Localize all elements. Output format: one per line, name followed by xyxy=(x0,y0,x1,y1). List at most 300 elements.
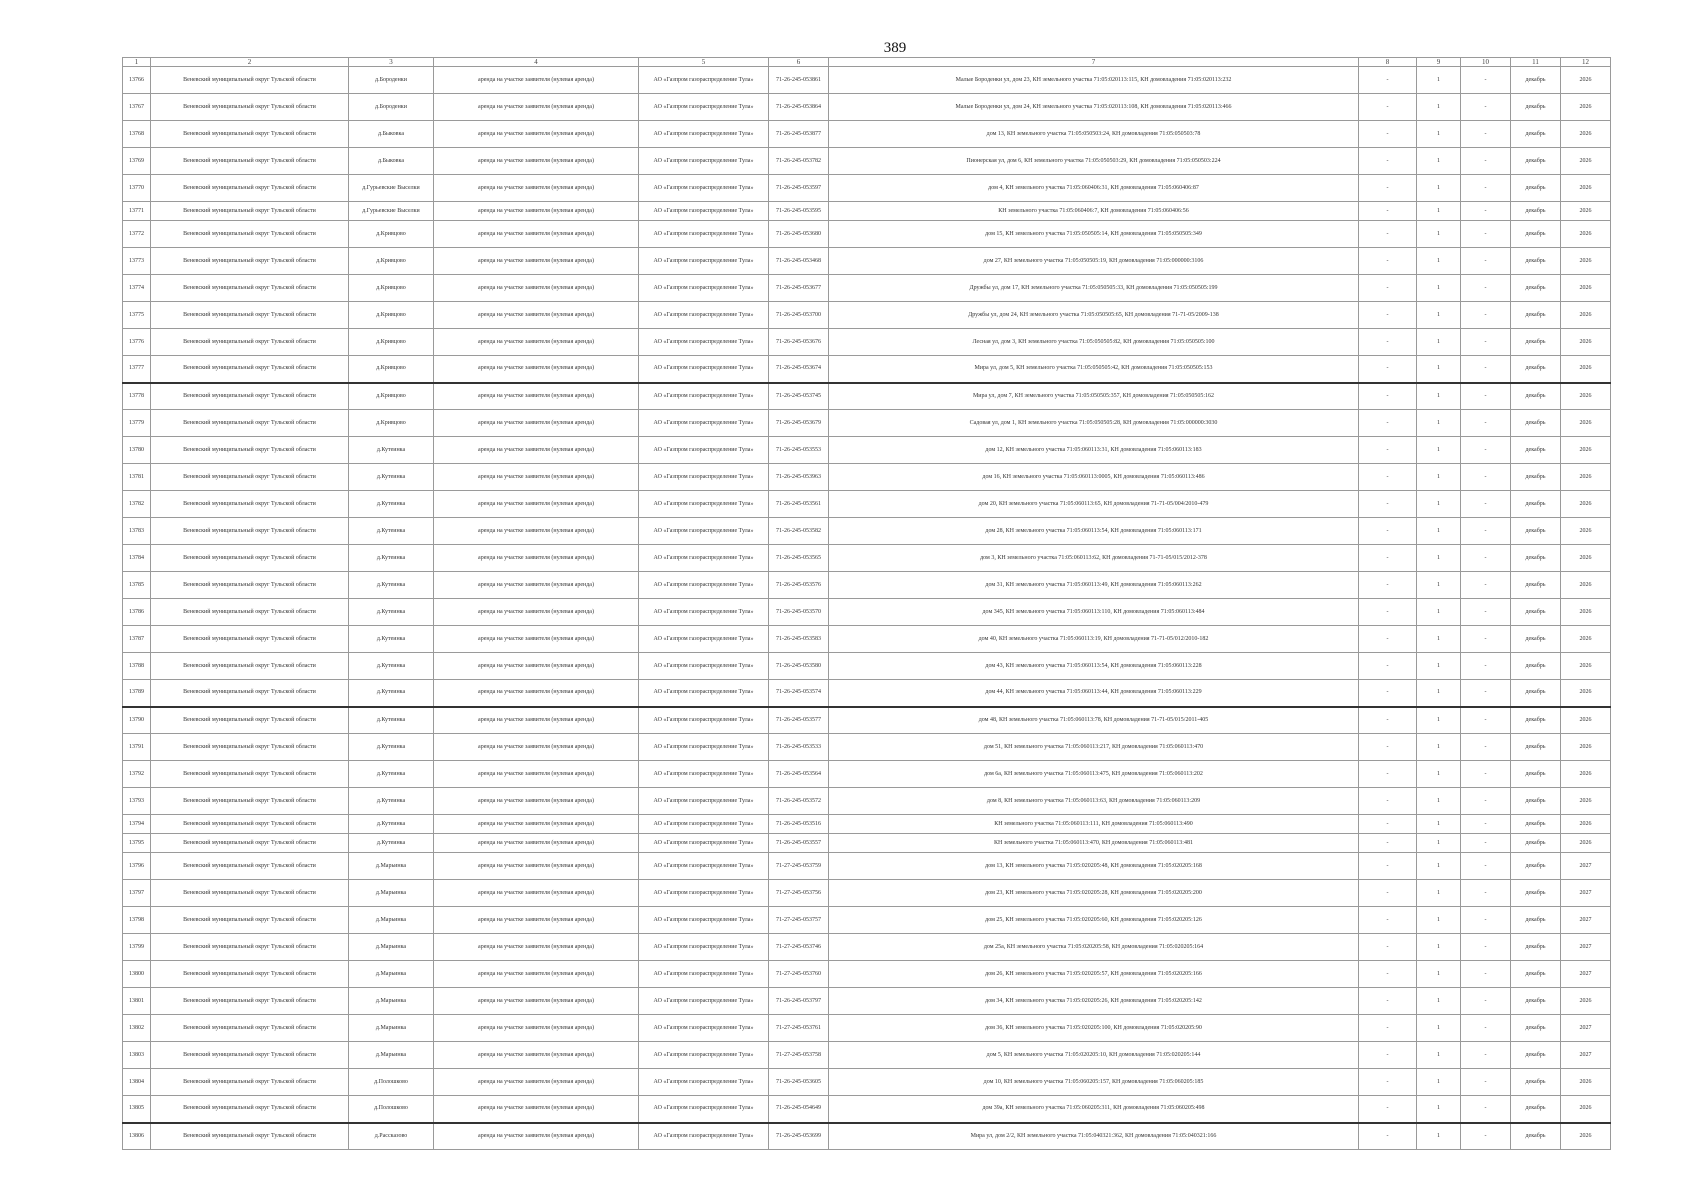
address-cell: дом 20, КН земельного участка 71:05:060113:65, КН домовладения 71-71-05/004/2010-479 xyxy=(829,491,1359,518)
object-code-cell: 71-26-245-053597 xyxy=(769,175,829,202)
table-row xyxy=(123,788,1611,815)
table-row xyxy=(123,275,1611,302)
district-cell: Веневский муниципальный округ Тульской области xyxy=(151,221,349,248)
month-cell: декабрь xyxy=(1511,491,1561,518)
column-10-cell: - xyxy=(1461,518,1511,545)
month-cell: декабрь xyxy=(1511,707,1561,734)
locality-cell: д.Кривцово xyxy=(349,410,434,437)
quantity-cell: 1 xyxy=(1417,834,1461,853)
row-number-cell: 13773 xyxy=(123,248,151,275)
row-number-cell: 13771 xyxy=(123,202,151,221)
month-cell: декабрь xyxy=(1511,383,1561,410)
works-type-cell: аренда на участке заявителя (нулевая аренда) xyxy=(434,934,639,961)
column-8-cell: - xyxy=(1359,1042,1417,1069)
table-row xyxy=(123,934,1611,961)
organization-cell: АО «Газпром газораспределение Тула» xyxy=(639,545,769,572)
table-row xyxy=(123,626,1611,653)
row-number-cell: 13797 xyxy=(123,880,151,907)
year-cell: 2026 xyxy=(1561,680,1611,707)
district-cell: Веневский муниципальный округ Тульской области xyxy=(151,1123,349,1150)
row-number-cell: 13796 xyxy=(123,853,151,880)
organization-cell: АО «Газпром газораспределение Тула» xyxy=(639,988,769,1015)
quantity-cell: 1 xyxy=(1417,248,1461,275)
table-row xyxy=(123,491,1611,518)
address-cell: КН земельного участка 71:05:060113:470, КН домовладения 71:05:060113:481 xyxy=(829,834,1359,853)
address-cell: Дружбы ул, дом 24, КН земельного участка 71:05:050505:65, КН домовладения 71-71-05/2009-138 xyxy=(829,302,1359,329)
works-type-cell: аренда на участке заявителя (нулевая аренда) xyxy=(434,148,639,175)
quantity-cell: 1 xyxy=(1417,961,1461,988)
row-number-cell: 13789 xyxy=(123,680,151,707)
district-cell: Веневский муниципальный округ Тульской области xyxy=(151,94,349,121)
month-cell: декабрь xyxy=(1511,121,1561,148)
table-row xyxy=(123,175,1611,202)
column-10-cell: - xyxy=(1461,329,1511,356)
locality-cell: д.Кутеинка xyxy=(349,707,434,734)
month-cell: декабрь xyxy=(1511,815,1561,834)
quantity-cell: 1 xyxy=(1417,734,1461,761)
year-cell: 2026 xyxy=(1561,599,1611,626)
table-row xyxy=(123,356,1611,383)
locality-cell: д.Кривцово xyxy=(349,248,434,275)
district-cell: Веневский муниципальный округ Тульской области xyxy=(151,815,349,834)
column-10-cell: - xyxy=(1461,545,1511,572)
object-code-cell: 71-26-245-053516 xyxy=(769,815,829,834)
table-row xyxy=(123,383,1611,410)
row-number-cell: 13768 xyxy=(123,121,151,148)
locality-cell: д.Кривцово xyxy=(349,302,434,329)
row-number-cell: 13783 xyxy=(123,518,151,545)
year-cell: 2026 xyxy=(1561,707,1611,734)
organization-cell: АО «Газпром газораспределение Тула» xyxy=(639,248,769,275)
district-cell: Веневский муниципальный округ Тульской области xyxy=(151,545,349,572)
column-10-cell: - xyxy=(1461,907,1511,934)
locality-cell: д.Бороденки xyxy=(349,94,434,121)
quantity-cell: 1 xyxy=(1417,491,1461,518)
address-cell: дом 345, КН земельного участка 71:05:060113:110, КН домовладения 71:05:060113:484 xyxy=(829,599,1359,626)
object-code-cell: 71-27-245-053757 xyxy=(769,907,829,934)
quantity-cell: 1 xyxy=(1417,1069,1461,1096)
locality-cell: д.Быковка xyxy=(349,121,434,148)
organization-cell: АО «Газпром газораспределение Тула» xyxy=(639,302,769,329)
works-type-cell: аренда на участке заявителя (нулевая аренда) xyxy=(434,248,639,275)
year-cell: 2026 xyxy=(1561,545,1611,572)
object-code-cell: 71-26-245-053564 xyxy=(769,761,829,788)
address-cell: дом 36, КН земельного участка 71:05:020205:100, КН домовладения 71:05:020205:90 xyxy=(829,1015,1359,1042)
column-8-cell: - xyxy=(1359,121,1417,148)
year-cell: 2027 xyxy=(1561,907,1611,934)
year-cell: 2026 xyxy=(1561,148,1611,175)
quantity-cell: 1 xyxy=(1417,934,1461,961)
works-type-cell: аренда на участке заявителя (нулевая аренда) xyxy=(434,907,639,934)
column-10-cell: - xyxy=(1461,356,1511,383)
locality-cell: д.Кутеинка xyxy=(349,545,434,572)
column-8-cell: - xyxy=(1359,1123,1417,1150)
quantity-cell: 1 xyxy=(1417,1015,1461,1042)
district-cell: Веневский муниципальный округ Тульской области xyxy=(151,175,349,202)
row-number-cell: 13770 xyxy=(123,175,151,202)
works-type-cell: аренда на участке заявителя (нулевая аренда) xyxy=(434,356,639,383)
works-type-cell: аренда на участке заявителя (нулевая аренда) xyxy=(434,202,639,221)
table-row xyxy=(123,148,1611,175)
month-cell: декабрь xyxy=(1511,175,1561,202)
quantity-cell: 1 xyxy=(1417,988,1461,1015)
works-type-cell: аренда на участке заявителя (нулевая аренда) xyxy=(434,302,639,329)
row-number-cell: 13779 xyxy=(123,410,151,437)
row-number-cell: 13782 xyxy=(123,491,151,518)
organization-cell: АО «Газпром газораспределение Тула» xyxy=(639,464,769,491)
works-type-cell: аренда на участке заявителя (нулевая аренда) xyxy=(434,437,639,464)
table-row xyxy=(123,518,1611,545)
organization-cell: АО «Газпром газораспределение Тула» xyxy=(639,680,769,707)
column-8-cell: - xyxy=(1359,383,1417,410)
column-10-cell: - xyxy=(1461,988,1511,1015)
object-code-cell: 71-26-245-054649 xyxy=(769,1096,829,1123)
table-row xyxy=(123,545,1611,572)
locality-cell: д.Марьинка xyxy=(349,880,434,907)
quantity-cell: 1 xyxy=(1417,653,1461,680)
row-number-cell: 13767 xyxy=(123,94,151,121)
address-cell: дом 34, КН земельного участка 71:05:020205:26, КН домовладения 71:05:020205:142 xyxy=(829,988,1359,1015)
object-code-cell: 71-26-245-053582 xyxy=(769,518,829,545)
locality-cell: д.Кутеинка xyxy=(349,734,434,761)
row-number-cell: 13795 xyxy=(123,834,151,853)
object-code-cell: 71-26-245-053605 xyxy=(769,1069,829,1096)
address-cell: дом 8, КН земельного участка 71:05:060113:63, КН домовладения 71:05:060113:209 xyxy=(829,788,1359,815)
organization-cell: АО «Газпром газораспределение Тула» xyxy=(639,329,769,356)
row-number-cell: 13800 xyxy=(123,961,151,988)
column-10-cell: - xyxy=(1461,1042,1511,1069)
quantity-cell: 1 xyxy=(1417,545,1461,572)
column-10-cell: - xyxy=(1461,853,1511,880)
locality-cell: д.Марьинка xyxy=(349,961,434,988)
works-type-cell: аренда на участке заявителя (нулевая аренда) xyxy=(434,94,639,121)
row-number-cell: 13793 xyxy=(123,788,151,815)
organization-cell: АО «Газпром газораспределение Тула» xyxy=(639,175,769,202)
organization-cell: АО «Газпром газораспределение Тула» xyxy=(639,853,769,880)
quantity-cell: 1 xyxy=(1417,626,1461,653)
works-type-cell: аренда на участке заявителя (нулевая аренда) xyxy=(434,834,639,853)
object-code-cell: 71-26-245-053782 xyxy=(769,148,829,175)
column-10-cell: - xyxy=(1461,302,1511,329)
works-type-cell: аренда на участке заявителя (нулевая аренда) xyxy=(434,1123,639,1150)
column-10-cell: - xyxy=(1461,834,1511,853)
table-body xyxy=(123,67,1611,1150)
locality-cell: д.Кутеинка xyxy=(349,653,434,680)
organization-cell: АО «Газпром газораспределение Тула» xyxy=(639,653,769,680)
column-8-cell: - xyxy=(1359,148,1417,175)
works-type-cell: аренда на участке заявителя (нулевая аренда) xyxy=(434,680,639,707)
column-8-cell: - xyxy=(1359,248,1417,275)
organization-cell: АО «Газпром газораспределение Тула» xyxy=(639,734,769,761)
organization-cell: АО «Газпром газораспределение Тула» xyxy=(639,491,769,518)
works-type-cell: аренда на участке заявителя (нулевая аренда) xyxy=(434,988,639,1015)
row-number-cell: 13780 xyxy=(123,437,151,464)
column-8-cell: - xyxy=(1359,464,1417,491)
address-cell: Садовая ул, дом 1, КН земельного участка 71:05:050505:28, КН домовладения 71:05:000000:3030 xyxy=(829,410,1359,437)
address-cell: КН земельного участка 71:05:060113:111, КН домовладения 71:05:060113:490 xyxy=(829,815,1359,834)
organization-cell: АО «Газпром газораспределение Тула» xyxy=(639,961,769,988)
works-type-cell: аренда на участке заявителя (нулевая аренда) xyxy=(434,275,639,302)
year-cell: 2026 xyxy=(1561,1069,1611,1096)
column-8-cell: - xyxy=(1359,626,1417,653)
object-code-cell: 71-26-245-053557 xyxy=(769,834,829,853)
address-cell: Лесная ул, дом 3, КН земельного участка 71:05:050505:82, КН домовладения 71:05:050505:100 xyxy=(829,329,1359,356)
object-code-cell: 71-27-245-053746 xyxy=(769,934,829,961)
row-number-cell: 13806 xyxy=(123,1123,151,1150)
year-cell: 2026 xyxy=(1561,464,1611,491)
organization-cell: АО «Газпром газораспределение Тула» xyxy=(639,1096,769,1123)
object-code-cell: 71-26-245-053679 xyxy=(769,410,829,437)
column-header: 9 xyxy=(1417,58,1461,67)
column-header: 12 xyxy=(1561,58,1611,67)
district-cell: Веневский муниципальный округ Тульской области xyxy=(151,853,349,880)
column-10-cell: - xyxy=(1461,148,1511,175)
address-cell: дом 13, КН земельного участка 71:05:050503:24, КН домовладения 71:05:050503:78 xyxy=(829,121,1359,148)
month-cell: декабрь xyxy=(1511,988,1561,1015)
year-cell: 2026 xyxy=(1561,572,1611,599)
year-cell: 2026 xyxy=(1561,653,1611,680)
quantity-cell: 1 xyxy=(1417,853,1461,880)
month-cell: декабрь xyxy=(1511,148,1561,175)
table-row xyxy=(123,680,1611,707)
address-cell: КН земельного участка 71:05:060406:7, КН домовладения 71:05:060406:56 xyxy=(829,202,1359,221)
month-cell: декабрь xyxy=(1511,221,1561,248)
works-type-cell: аренда на участке заявителя (нулевая аренда) xyxy=(434,121,639,148)
district-cell: Веневский муниципальный округ Тульской области xyxy=(151,121,349,148)
column-8-cell: - xyxy=(1359,707,1417,734)
column-10-cell: - xyxy=(1461,815,1511,834)
address-cell: дом 25а, КН земельного участка 71:05:020205:58, КН домовладения 71:05:020205:164 xyxy=(829,934,1359,961)
address-cell: дом 44, КН земельного участка 71:05:060113:44, КН домовладения 71:05:060113:229 xyxy=(829,680,1359,707)
works-type-cell: аренда на участке заявителя (нулевая аренда) xyxy=(434,653,639,680)
column-8-cell: - xyxy=(1359,302,1417,329)
locality-cell: д.Марьинка xyxy=(349,907,434,934)
object-code-cell: 71-26-245-053963 xyxy=(769,464,829,491)
column-8-cell: - xyxy=(1359,67,1417,94)
district-cell: Веневский муниципальный округ Тульской области xyxy=(151,934,349,961)
year-cell: 2027 xyxy=(1561,880,1611,907)
year-cell: 2026 xyxy=(1561,248,1611,275)
column-8-cell: - xyxy=(1359,518,1417,545)
address-cell: дом 27, КН земельного участка 71:05:050505:19, КН домовладения 71:05:000000:3106 xyxy=(829,248,1359,275)
row-number-cell: 13785 xyxy=(123,572,151,599)
month-cell: декабрь xyxy=(1511,934,1561,961)
address-cell: дом 25, КН земельного участка 71:05:020205:60, КН домовладения 71:05:020205:126 xyxy=(829,907,1359,934)
row-number-cell: 13805 xyxy=(123,1096,151,1123)
month-cell: декабрь xyxy=(1511,853,1561,880)
locality-cell: д.Кутеинка xyxy=(349,761,434,788)
organization-cell: АО «Газпром газораспределение Тула» xyxy=(639,148,769,175)
works-type-cell: аренда на участке заявителя (нулевая аренда) xyxy=(434,67,639,94)
object-code-cell: 71-26-245-053676 xyxy=(769,329,829,356)
locality-cell: д.Полошково xyxy=(349,1069,434,1096)
column-8-cell: - xyxy=(1359,94,1417,121)
row-number-cell: 13774 xyxy=(123,275,151,302)
month-cell: декабрь xyxy=(1511,788,1561,815)
locality-cell: д.Кутеинка xyxy=(349,626,434,653)
column-10-cell: - xyxy=(1461,1069,1511,1096)
locality-cell: д.Кривцово xyxy=(349,221,434,248)
column-8-cell: - xyxy=(1359,329,1417,356)
district-cell: Веневский муниципальный округ Тульской области xyxy=(151,680,349,707)
column-header: 3 xyxy=(349,58,434,67)
month-cell: декабрь xyxy=(1511,437,1561,464)
district-cell: Веневский муниципальный округ Тульской области xyxy=(151,329,349,356)
column-10-cell: - xyxy=(1461,437,1511,464)
address-cell: дом 10, КН земельного участка 71:05:060205:157, КН домовладения 71:05:060205:185 xyxy=(829,1069,1359,1096)
quantity-cell: 1 xyxy=(1417,572,1461,599)
object-code-cell: 71-26-245-053561 xyxy=(769,491,829,518)
year-cell: 2026 xyxy=(1561,202,1611,221)
column-8-cell: - xyxy=(1359,907,1417,934)
column-8-cell: - xyxy=(1359,437,1417,464)
table-row xyxy=(123,572,1611,599)
column-8-cell: - xyxy=(1359,734,1417,761)
district-cell: Веневский муниципальный округ Тульской области xyxy=(151,1096,349,1123)
month-cell: декабрь xyxy=(1511,653,1561,680)
year-cell: 2027 xyxy=(1561,853,1611,880)
row-number-cell: 13772 xyxy=(123,221,151,248)
column-10-cell: - xyxy=(1461,491,1511,518)
district-cell: Веневский муниципальный округ Тульской области xyxy=(151,907,349,934)
month-cell: декабрь xyxy=(1511,761,1561,788)
table-row xyxy=(123,1015,1611,1042)
district-cell: Веневский муниципальный округ Тульской области xyxy=(151,788,349,815)
quantity-cell: 1 xyxy=(1417,680,1461,707)
quantity-cell: 1 xyxy=(1417,121,1461,148)
organization-cell: АО «Газпром газораспределение Тула» xyxy=(639,880,769,907)
column-8-cell: - xyxy=(1359,853,1417,880)
row-number-cell: 13790 xyxy=(123,707,151,734)
column-10-cell: - xyxy=(1461,707,1511,734)
object-code-cell: 71-26-245-053576 xyxy=(769,572,829,599)
table-row xyxy=(123,67,1611,94)
district-cell: Веневский муниципальный округ Тульской области xyxy=(151,653,349,680)
table-row xyxy=(123,121,1611,148)
address-cell: дом 12, КН земельного участка 71:05:060113:31, КН домовладения 71:05:060113:183 xyxy=(829,437,1359,464)
locality-cell: д.Кутеинка xyxy=(349,464,434,491)
object-code-cell: 71-26-245-053864 xyxy=(769,94,829,121)
month-cell: декабрь xyxy=(1511,464,1561,491)
district-cell: Веневский муниципальный округ Тульской области xyxy=(151,988,349,1015)
table-row xyxy=(123,221,1611,248)
organization-cell: АО «Газпром газораспределение Тула» xyxy=(639,1123,769,1150)
month-cell: декабрь xyxy=(1511,734,1561,761)
organization-cell: АО «Газпром газораспределение Тула» xyxy=(639,1015,769,1042)
locality-cell: д.Марьинка xyxy=(349,1042,434,1069)
address-cell: дом 48, КН земельного участка 71:05:060113:78, КН домовладения 71-71-05/015/2011-405 xyxy=(829,707,1359,734)
address-cell: дом 40, КН земельного участка 71:05:060113:19, КН домовладения 71-71-05/012/2010-182 xyxy=(829,626,1359,653)
address-cell: дом 43, КН земельного участка 71:05:060113:54, КН домовладения 71:05:060113:228 xyxy=(829,653,1359,680)
object-code-cell: 71-27-245-053759 xyxy=(769,853,829,880)
works-type-cell: аренда на участке заявителя (нулевая аренда) xyxy=(434,853,639,880)
table-row xyxy=(123,302,1611,329)
quantity-cell: 1 xyxy=(1417,356,1461,383)
column-10-cell: - xyxy=(1461,202,1511,221)
address-cell: Мира ул, дом 2/2, КН земельного участка 71:05:040321:362, КН домовладения 71:05:040321:166 xyxy=(829,1123,1359,1150)
column-header: 1 xyxy=(123,58,151,67)
year-cell: 2026 xyxy=(1561,1123,1611,1150)
month-cell: декабрь xyxy=(1511,961,1561,988)
works-type-cell: аренда на участке заявителя (нулевая аренда) xyxy=(434,410,639,437)
object-code-cell: 71-26-245-053533 xyxy=(769,734,829,761)
district-cell: Веневский муниципальный округ Тульской области xyxy=(151,491,349,518)
quantity-cell: 1 xyxy=(1417,437,1461,464)
address-cell: Малые Бороденки ул, дом 24, КН земельного участка 71:05:020113:108, КН домовладения 71:05:020113:466 xyxy=(829,94,1359,121)
locality-cell: д.Кутеинка xyxy=(349,599,434,626)
year-cell: 2026 xyxy=(1561,518,1611,545)
column-8-cell: - xyxy=(1359,175,1417,202)
year-cell: 2026 xyxy=(1561,275,1611,302)
district-cell: Веневский муниципальный округ Тульской области xyxy=(151,761,349,788)
quantity-cell: 1 xyxy=(1417,175,1461,202)
column-8-cell: - xyxy=(1359,572,1417,599)
address-cell: дом 16, КН земельного участка 71:05:060113:0005, КН домовладения 71:05:060113:486 xyxy=(829,464,1359,491)
object-code-cell: 71-27-245-053756 xyxy=(769,880,829,907)
row-number-cell: 13776 xyxy=(123,329,151,356)
year-cell: 2026 xyxy=(1561,94,1611,121)
row-number-cell: 13801 xyxy=(123,988,151,1015)
column-10-cell: - xyxy=(1461,1015,1511,1042)
organization-cell: АО «Газпром газораспределение Тула» xyxy=(639,356,769,383)
column-8-cell: - xyxy=(1359,545,1417,572)
works-type-cell: аренда на участке заявителя (нулевая аренда) xyxy=(434,599,639,626)
works-type-cell: аренда на участке заявителя (нулевая аренда) xyxy=(434,1069,639,1096)
month-cell: декабрь xyxy=(1511,410,1561,437)
row-number-cell: 13781 xyxy=(123,464,151,491)
column-10-cell: - xyxy=(1461,383,1511,410)
column-8-cell: - xyxy=(1359,1096,1417,1123)
address-cell: дом 26, КН земельного участка 71:05:020205:57, КН домовладения 71:05:020205:166 xyxy=(829,961,1359,988)
quantity-cell: 1 xyxy=(1417,464,1461,491)
column-8-cell: - xyxy=(1359,491,1417,518)
quantity-cell: 1 xyxy=(1417,329,1461,356)
column-10-cell: - xyxy=(1461,175,1511,202)
month-cell: декабрь xyxy=(1511,329,1561,356)
works-type-cell: аренда на участке заявителя (нулевая аренда) xyxy=(434,329,639,356)
object-code-cell: 71-26-245-053572 xyxy=(769,788,829,815)
quantity-cell: 1 xyxy=(1417,880,1461,907)
locality-cell: д.Кутеинка xyxy=(349,491,434,518)
column-10-cell: - xyxy=(1461,961,1511,988)
year-cell: 2026 xyxy=(1561,437,1611,464)
table-row xyxy=(123,1042,1611,1069)
month-cell: декабрь xyxy=(1511,834,1561,853)
organization-cell: АО «Газпром газораспределение Тула» xyxy=(639,707,769,734)
organization-cell: АО «Газпром газораспределение Тула» xyxy=(639,788,769,815)
quantity-cell: 1 xyxy=(1417,788,1461,815)
year-cell: 2027 xyxy=(1561,1042,1611,1069)
district-cell: Веневский муниципальный округ Тульской области xyxy=(151,707,349,734)
quantity-cell: 1 xyxy=(1417,761,1461,788)
object-code-cell: 71-26-245-053595 xyxy=(769,202,829,221)
row-number-cell: 13804 xyxy=(123,1069,151,1096)
object-code-cell: 71-26-245-053797 xyxy=(769,988,829,1015)
month-cell: декабрь xyxy=(1511,356,1561,383)
locality-cell: д.Кривцово xyxy=(349,275,434,302)
quantity-cell: 1 xyxy=(1417,302,1461,329)
year-cell: 2026 xyxy=(1561,988,1611,1015)
year-cell: 2026 xyxy=(1561,221,1611,248)
column-10-cell: - xyxy=(1461,788,1511,815)
row-number-cell: 13803 xyxy=(123,1042,151,1069)
district-cell: Веневский муниципальный округ Тульской области xyxy=(151,383,349,410)
object-code-cell: 71-27-245-053760 xyxy=(769,961,829,988)
works-type-cell: аренда на участке заявителя (нулевая аренда) xyxy=(434,961,639,988)
locality-cell: д.Марьинка xyxy=(349,988,434,1015)
table-row xyxy=(123,202,1611,221)
row-number-cell: 13777 xyxy=(123,356,151,383)
